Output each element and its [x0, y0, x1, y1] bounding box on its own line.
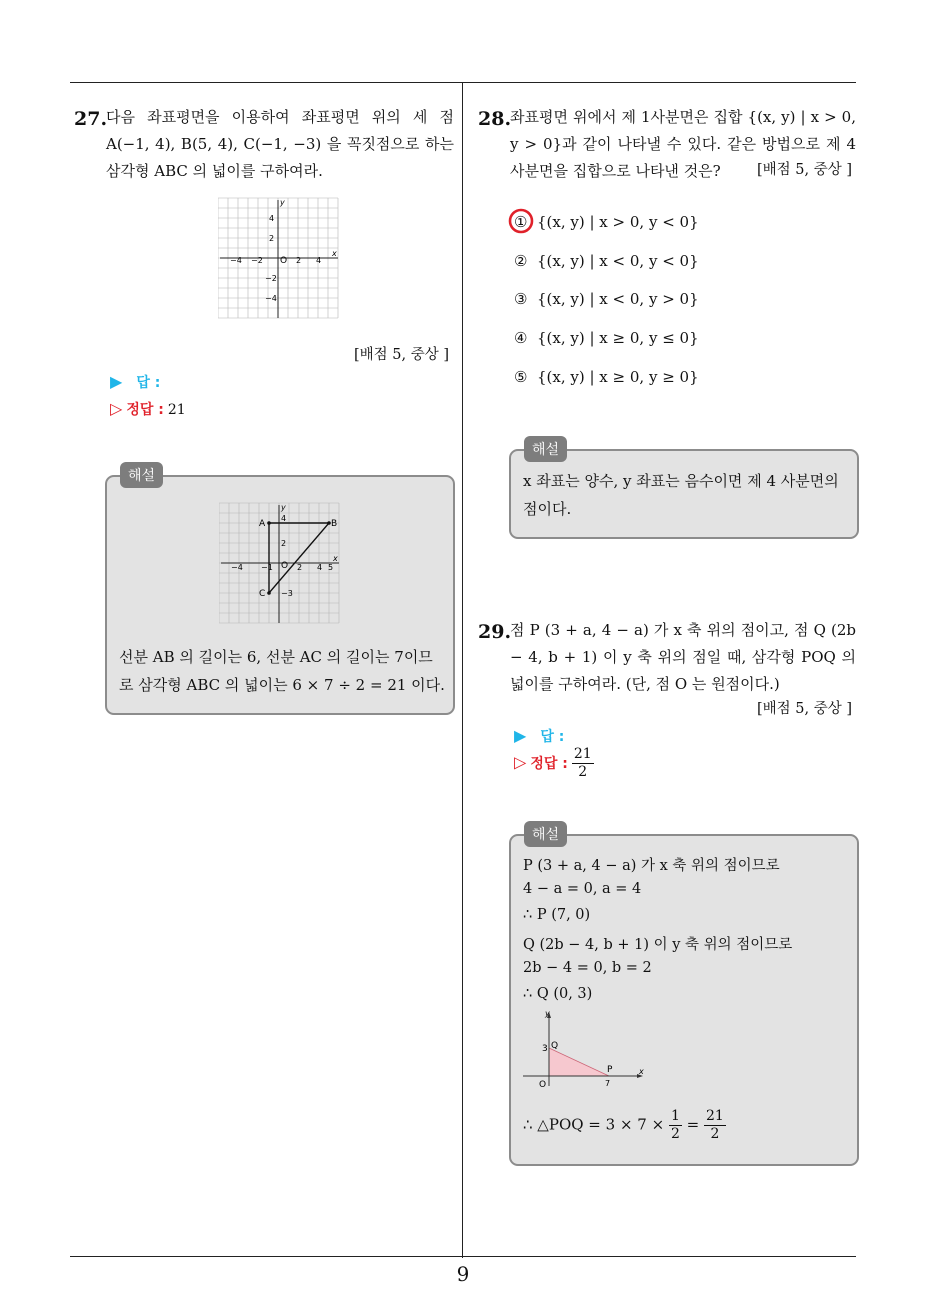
column-divider	[462, 82, 463, 1258]
q27-correct-value: 21	[167, 402, 186, 418]
tick-4-label: 4	[317, 563, 323, 572]
q27-solution-tag: 해설	[120, 462, 163, 488]
origin-label: O	[280, 256, 288, 266]
choice-text: {(x, y) | x < 0, y < 0}	[537, 252, 699, 270]
tick-y2-label: 2	[269, 234, 275, 243]
q29-solution-line-1: P (3 + a, 4 − a) 가 x 축 위의 점이므로	[523, 858, 780, 874]
point-c-label: C	[259, 589, 266, 599]
q27-number: 27.	[74, 108, 108, 130]
tick-4-label: 4	[316, 256, 322, 265]
axis-y-label: y	[281, 503, 286, 512]
answer-triangle-icon: ▶	[110, 372, 123, 391]
tick-2-label: 2	[296, 256, 302, 265]
q29-correct-fraction: $\frac{21}{2}$	[573, 746, 592, 780]
tick-5-label: 5	[328, 563, 334, 572]
q-label: Q	[551, 1041, 559, 1051]
correct-triangle-icon: ▷	[110, 399, 123, 418]
q28-solution-box	[509, 449, 859, 539]
choice-mark: ⑤	[514, 368, 528, 386]
tick-neg4-label: −4	[231, 563, 243, 572]
choice-text: {(x, y) | x < 0, y > 0}	[537, 290, 699, 308]
p-label: P	[607, 1065, 613, 1075]
tick-neg1-label: −1	[261, 563, 273, 572]
answer-triangle-icon: ▶	[514, 726, 527, 745]
q29-solution-line-4: Q (2b − 4, b + 1) 이 y 축 위의 점이므로	[523, 937, 793, 953]
choice-text: {(x, y) | x ≥ 0, y ≥ 0}	[537, 368, 699, 386]
choice-mark: ②	[514, 252, 528, 270]
tick-y4-label: 4	[269, 214, 275, 223]
q28-choice-1[interactable]	[514, 213, 699, 231]
q29-solution-line-2: 4 − a = 0, a = 4	[523, 881, 642, 897]
correct-triangle-icon: ▷	[514, 752, 527, 772]
q28-solution-tag: 해설	[524, 436, 567, 462]
q29-correct-label: 정답 :	[530, 755, 568, 772]
q29-number: 29.	[478, 621, 512, 643]
point-b-label: B	[331, 519, 338, 529]
q29-solution-line-6: ∴ Q (0, 3)	[523, 986, 593, 1002]
triangle-poq	[549, 1048, 609, 1076]
q27-answer-label: 답 :	[136, 375, 161, 391]
choice-text: {(x, y) | x ≥ 0, y ≤ 0}	[537, 329, 699, 347]
q29-solution-line-5: 2b − 4 = 0, b = 2	[523, 960, 652, 976]
q28-choice-4[interactable]	[514, 329, 699, 347]
axis-y-label: y	[545, 1009, 550, 1018]
q27-correct-row	[110, 399, 186, 419]
q29-triangle-graph	[519, 1008, 649, 1090]
bottom-rule	[70, 1256, 856, 1257]
tick-3-label: 3	[542, 1044, 548, 1054]
axis-x-label: x	[332, 249, 337, 258]
choice-mark: ④	[514, 329, 528, 347]
axis-x-label: x	[639, 1067, 644, 1076]
q29-solution-line-3: ∴ P (7, 0)	[523, 907, 591, 923]
point-a	[267, 521, 271, 525]
q28-meta: [배점 5, 중상 ]	[757, 162, 853, 178]
page-number: 9	[456, 1262, 470, 1286]
q27-answer-row	[110, 372, 160, 392]
q29-solution-box	[509, 834, 859, 1166]
tick-yneg2-label: −2	[265, 274, 277, 283]
q29-meta: [배점 5, 중상 ]	[757, 701, 853, 717]
q28-choice-5[interactable]	[514, 368, 699, 386]
tick-7-label: 7	[605, 1079, 611, 1088]
q27-coordinate-grid	[218, 196, 342, 320]
q27-meta: [배점 5, 중상 ]	[354, 347, 450, 363]
tick-y2-label: 2	[281, 539, 287, 548]
q28-choice-3[interactable]	[514, 290, 699, 308]
q27-solution-text: 선분 AB 의 길이는 6, 선분 AC 의 길이는 7이므로 삼각형 ABC 의 넓이는 6 × 7 ÷ 2 = 21 이다.	[119, 648, 445, 694]
choice-text: {(x, y) | x > 0, y < 0}	[537, 213, 699, 231]
q27-solution-graph	[219, 501, 343, 625]
choice-mark: ①	[514, 213, 528, 231]
q29-solution-tag: 해설	[524, 821, 567, 847]
q29-answer-row	[514, 726, 564, 746]
q29-text: 점 P (3 + a, 4 − a) 가 x 축 위의 점이고, 점 Q (2b − 4, b + 1) 이 y 축 위의 점일 때, 삼각형 POQ 의 넓이를 구하여라. (단, 점 O 는 원점이다.)	[510, 621, 856, 693]
q28-number: 28.	[478, 108, 512, 130]
tick-yneg4-label: −4	[265, 294, 277, 303]
point-a-label: A	[259, 519, 266, 529]
axis-x-label: x	[333, 554, 338, 563]
q28-choice-2[interactable]	[514, 252, 699, 270]
tick-neg2-label: −2	[251, 256, 263, 265]
tick-2-label: 2	[297, 563, 303, 572]
tick-y4-label: 4	[281, 514, 287, 523]
q28-text: 좌표평면 위에서 제 1사분면은 집합 {(x, y) | x > 0, y > 0}과 같이 나타낼 수 있다. 같은 방법으로 제 4 사분면을 집합으로 나타낸 것은?	[510, 108, 856, 180]
origin-label: O	[539, 1080, 547, 1090]
q29-answer-label: 답 :	[540, 729, 565, 745]
tick-yneg3-label: −3	[281, 589, 293, 598]
q29-final-line: ∴ △POQ = 3 × 7 × $\frac{1}{2}$ = $\frac{21}{2}$	[523, 1108, 724, 1142]
axis-y-label: y	[280, 198, 285, 207]
q27-text: 다음 좌표평면을 이용하여 좌표평면 위의 세 점 A(−1, 4), B(5, 4), C(−1, −3) 을 꼭짓점으로 하는 삼각형 ABC 의 넓이를 구하여라.	[106, 108, 454, 180]
q27-correct-label: 정답 :	[126, 402, 164, 418]
tick-neg4-label: −4	[230, 256, 242, 265]
q29-correct-row	[514, 746, 594, 781]
origin-label: O	[281, 561, 289, 571]
top-rule	[70, 82, 856, 83]
choice-mark: ③	[514, 290, 528, 308]
q27-solution-box	[105, 475, 455, 715]
q28-solution-text: x 좌표는 양수, y 좌표는 음수이면 제 4 사분면의 점이다.	[523, 472, 839, 518]
point-c	[267, 591, 271, 595]
